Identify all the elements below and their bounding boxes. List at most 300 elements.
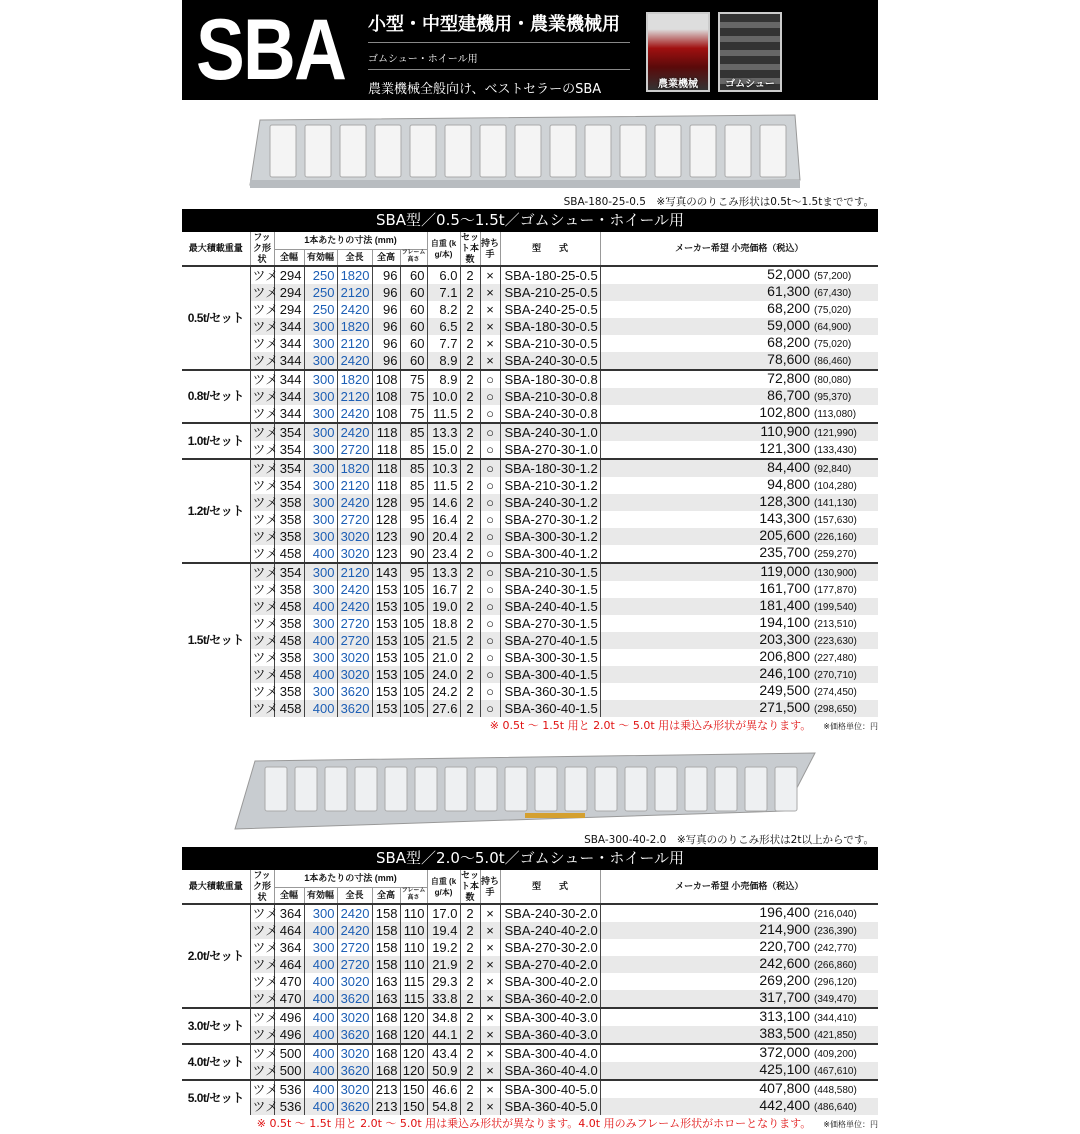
cell-hook: ツメ [250, 1008, 274, 1026]
cell-set: 2 [460, 904, 480, 922]
cell-frame: 150 [400, 1098, 427, 1115]
cell-length: 1820 [337, 318, 372, 335]
cell-frame: 105 [400, 615, 427, 632]
cell-hook: ツメ [250, 528, 274, 545]
cell-weight: 54.8 [427, 1098, 460, 1115]
cell-weight: 8.2 [427, 301, 460, 318]
cell-frame: 95 [400, 511, 427, 528]
cell-model: SBA-180-30-0.8 [500, 370, 600, 388]
cell-handle: ○ [480, 683, 500, 700]
cell-price [600, 352, 878, 370]
cell-eff-width: 300 [304, 683, 337, 700]
cell-model: SBA-210-30-0.8 [500, 388, 600, 405]
cell-length: 1820 [337, 459, 372, 477]
price: 407,800 [759, 1080, 810, 1096]
cell-frame: 85 [400, 459, 427, 477]
price-tax-incl: (75,020) [814, 339, 852, 350]
cell-height: 168 [372, 1026, 400, 1044]
cell-height: 96 [372, 301, 400, 318]
cell-hook: ツメ [250, 1080, 274, 1098]
ramp-slot [375, 125, 401, 177]
cell-height: 123 [372, 528, 400, 545]
price: 59,000 [767, 317, 810, 333]
cell-hook: ツメ [250, 922, 274, 939]
cell-height: 153 [372, 700, 400, 717]
cell-weight: 8.9 [427, 370, 460, 388]
cell-handle: ○ [480, 563, 500, 581]
cell-price [600, 405, 878, 423]
cell-width: 358 [274, 683, 304, 700]
table-row [182, 939, 878, 956]
cell-height: 96 [372, 266, 400, 284]
spec-table-2 [182, 870, 878, 1115]
price: 220,700 [759, 938, 810, 954]
price: 143,300 [759, 510, 810, 526]
cell-weight: 19.4 [427, 922, 460, 939]
cell-hook: ツメ [250, 700, 274, 717]
cell-model: SBA-360-40-5.0 [500, 1098, 600, 1115]
col-length: 全長 [337, 249, 372, 266]
cell-model: SBA-240-40-1.5 [500, 598, 600, 615]
cell-hook: ツメ [250, 598, 274, 615]
cell-length: 2420 [337, 301, 372, 318]
cell-hook: ツメ [250, 335, 274, 352]
cell-handle: × [480, 904, 500, 922]
ramp-slot [715, 767, 737, 811]
price-tax-incl: (216,040) [814, 909, 857, 920]
table-row [182, 545, 878, 563]
price-tax-incl: (274,450) [814, 687, 857, 698]
cell-length: 1820 [337, 370, 372, 388]
cell-handle: × [480, 1062, 500, 1080]
cell-width: 354 [274, 563, 304, 581]
price: 246,100 [759, 665, 810, 681]
cell-handle: ○ [480, 700, 500, 717]
cell-width: 496 [274, 1008, 304, 1026]
cell-frame: 105 [400, 683, 427, 700]
col-length: 全長 [337, 887, 372, 904]
price: 161,700 [759, 580, 810, 596]
ramp-slot [690, 125, 716, 177]
cell-price [600, 266, 878, 284]
cell-frame: 75 [400, 405, 427, 423]
cell-hook: ツメ [250, 939, 274, 956]
ramp-slot [725, 125, 751, 177]
table2-title: SBA型／2.0〜5.0t／ゴムシュー・ホイール用 [182, 847, 878, 870]
cell-width: 294 [274, 301, 304, 318]
col-dims: 1本あたりの寸法 (mm) [274, 870, 427, 887]
cell-frame: 110 [400, 956, 427, 973]
cell-width: 500 [274, 1062, 304, 1080]
col-handle: 持ち手 [480, 870, 500, 904]
table-row [182, 335, 878, 352]
cell-hook: ツメ [250, 423, 274, 441]
cell-hook: ツメ [250, 284, 274, 301]
cell-model: SBA-300-40-4.0 [500, 1044, 600, 1062]
price: 269,200 [759, 972, 810, 988]
cell-hook: ツメ [250, 459, 274, 477]
cell-handle: ○ [480, 370, 500, 388]
cell-frame: 60 [400, 352, 427, 370]
cell-hook: ツメ [250, 266, 274, 284]
cell-handle: ○ [480, 477, 500, 494]
ramp-slot [595, 767, 617, 811]
cell-handle: × [480, 284, 500, 301]
price-tax-incl: (113,080) [814, 409, 857, 420]
cell-set: 2 [460, 301, 480, 318]
cell-length: 2120 [337, 388, 372, 405]
price: 372,000 [759, 1044, 810, 1060]
load-group-label: 0.5t/セット [182, 266, 250, 370]
cell-length: 2420 [337, 904, 372, 922]
cell-hook: ツメ [250, 683, 274, 700]
cell-width: 358 [274, 528, 304, 545]
cell-price [600, 973, 878, 990]
tractor-photo [646, 12, 710, 92]
price-tax-incl: (104,280) [814, 481, 857, 492]
cell-width: 344 [274, 388, 304, 405]
cell-model: SBA-300-40-3.0 [500, 1008, 600, 1026]
cell-handle: ○ [480, 528, 500, 545]
cell-length: 3020 [337, 973, 372, 990]
cell-price [600, 922, 878, 939]
col-frame: フレーム高さ [400, 249, 427, 266]
cell-height: 108 [372, 370, 400, 388]
ramp-photo-2 [225, 741, 825, 833]
cell-height: 153 [372, 598, 400, 615]
col-weight: 自重 (kg/本) [427, 232, 460, 266]
price-tax-incl: (226,160) [814, 532, 857, 543]
cell-handle: ○ [480, 666, 500, 683]
table-row [182, 1008, 878, 1026]
cell-hook: ツメ [250, 1098, 274, 1115]
cell-width: 458 [274, 632, 304, 649]
cell-height: 118 [372, 477, 400, 494]
cell-hook: ツメ [250, 990, 274, 1008]
ramp-slot [505, 767, 527, 811]
cell-length: 2420 [337, 598, 372, 615]
cell-weight: 11.5 [427, 405, 460, 423]
cell-frame: 105 [400, 581, 427, 598]
cell-handle: × [480, 990, 500, 1008]
price-tax-incl: (298,650) [814, 704, 857, 715]
header-title: 小型・中型建機用・農業機械用 [368, 14, 620, 35]
price-tax-incl: (349,470) [814, 994, 857, 1005]
cell-hook: ツメ [250, 1044, 274, 1062]
cell-length: 2420 [337, 581, 372, 598]
cell-frame: 85 [400, 477, 427, 494]
cell-frame: 115 [400, 973, 427, 990]
cell-eff-width: 300 [304, 388, 337, 405]
cell-weight: 34.8 [427, 1008, 460, 1026]
cell-frame: 85 [400, 441, 427, 459]
cell-price [600, 1080, 878, 1098]
cell-hook: ツメ [250, 666, 274, 683]
cell-height: 96 [372, 284, 400, 301]
cell-hook: ツメ [250, 615, 274, 632]
cell-weight: 33.8 [427, 990, 460, 1008]
cell-model: SBA-300-30-1.5 [500, 649, 600, 666]
cell-frame: 60 [400, 284, 427, 301]
cell-height: 143 [372, 563, 400, 581]
price: 52,000 [767, 266, 810, 282]
ramp-slot [585, 125, 611, 177]
cell-model: SBA-360-40-1.5 [500, 700, 600, 717]
price-tax-incl: (242,770) [814, 943, 857, 954]
table-row [182, 1026, 878, 1044]
price: 383,500 [759, 1025, 810, 1041]
cell-frame: 105 [400, 632, 427, 649]
cell-weight: 19.0 [427, 598, 460, 615]
cell-height: 153 [372, 615, 400, 632]
cell-width: 358 [274, 581, 304, 598]
table-row [182, 423, 878, 441]
cell-length: 2720 [337, 632, 372, 649]
cell-hook: ツメ [250, 581, 274, 598]
cell-price [600, 904, 878, 922]
price-tax-incl: (467,610) [814, 1066, 857, 1077]
cell-eff-width: 300 [304, 318, 337, 335]
cell-frame: 60 [400, 335, 427, 352]
cell-set: 2 [460, 318, 480, 335]
price-tax-incl: (121,990) [814, 428, 857, 439]
table-row [182, 459, 878, 477]
price-tax-incl: (92,840) [814, 464, 852, 475]
table-row [182, 477, 878, 494]
cell-model: SBA-240-30-1.5 [500, 581, 600, 598]
cell-eff-width: 250 [304, 266, 337, 284]
cell-set: 2 [460, 423, 480, 441]
cell-width: 358 [274, 615, 304, 632]
ramp-slot [410, 125, 436, 177]
cell-model: SBA-240-25-0.5 [500, 301, 600, 318]
cell-hook: ツメ [250, 511, 274, 528]
cell-weight: 46.6 [427, 1080, 460, 1098]
load-group-label: 1.5t/セット [182, 563, 250, 717]
cell-eff-width: 300 [304, 352, 337, 370]
ramp-slot [655, 767, 677, 811]
cell-eff-width: 400 [304, 1080, 337, 1098]
price-tax-incl: (344,410) [814, 1013, 857, 1024]
table-row [182, 632, 878, 649]
price: 317,700 [759, 989, 810, 1005]
cell-length: 3020 [337, 545, 372, 563]
cell-set: 2 [460, 528, 480, 545]
price: 94,800 [767, 476, 810, 492]
cell-set: 2 [460, 284, 480, 301]
cell-frame: 60 [400, 318, 427, 335]
cell-length: 3620 [337, 700, 372, 717]
load-group-label: 5.0t/セット [182, 1080, 250, 1115]
table-row [182, 1044, 878, 1062]
cell-handle: ○ [480, 598, 500, 615]
cell-frame: 115 [400, 990, 427, 1008]
cell-eff-width: 300 [304, 441, 337, 459]
cell-set: 2 [460, 388, 480, 405]
cell-frame: 60 [400, 301, 427, 318]
ramp-slot [625, 767, 647, 811]
ramp-slot [550, 125, 576, 177]
table-row [182, 1098, 878, 1115]
cell-hook: ツメ [250, 1062, 274, 1080]
cell-eff-width: 300 [304, 494, 337, 511]
table1-title: SBA型／0.5〜1.5t／ゴムシュー・ホイール用 [182, 209, 878, 232]
cell-eff-width: 300 [304, 423, 337, 441]
cell-set: 2 [460, 990, 480, 1008]
catalog-page [182, 0, 878, 1133]
table-row [182, 370, 878, 388]
cell-width: 458 [274, 545, 304, 563]
cell-eff-width: 400 [304, 1044, 337, 1062]
table-row [182, 904, 878, 922]
cell-set: 2 [460, 335, 480, 352]
col-weight: 自重 (kg/本) [427, 870, 460, 904]
cell-hook: ツメ [250, 405, 274, 423]
cell-set: 2 [460, 615, 480, 632]
cell-length: 2720 [337, 615, 372, 632]
cell-frame: 105 [400, 649, 427, 666]
cell-weight: 7.7 [427, 335, 460, 352]
price: 196,400 [759, 904, 810, 920]
price: 181,400 [759, 597, 810, 613]
col-height: 全高 [372, 249, 400, 266]
cell-model: SBA-180-25-0.5 [500, 266, 600, 284]
cell-hook: ツメ [250, 1026, 274, 1044]
cell-length: 2120 [337, 284, 372, 301]
cell-hook: ツメ [250, 904, 274, 922]
divider [368, 42, 630, 43]
cell-price [600, 666, 878, 683]
cell-handle: ○ [480, 649, 500, 666]
cell-model: SBA-360-40-3.0 [500, 1026, 600, 1044]
table-row [182, 700, 878, 717]
cell-handle: × [480, 956, 500, 973]
cell-model: SBA-360-40-2.0 [500, 990, 600, 1008]
table-row [182, 615, 878, 632]
cell-weight: 15.0 [427, 441, 460, 459]
price: 61,300 [767, 283, 810, 299]
cell-height: 118 [372, 423, 400, 441]
cell-weight: 6.5 [427, 318, 460, 335]
price-tax-incl: (57,200) [814, 271, 852, 282]
table-row [182, 683, 878, 700]
table-row [182, 649, 878, 666]
cell-height: 153 [372, 632, 400, 649]
cell-width: 464 [274, 922, 304, 939]
cell-width: 354 [274, 459, 304, 477]
price-tax-incl: (236,390) [814, 926, 857, 937]
cell-height: 128 [372, 511, 400, 528]
cell-frame: 110 [400, 922, 427, 939]
photo-label: ゴムシュー [725, 79, 775, 90]
cell-hook: ツメ [250, 301, 274, 318]
cell-weight: 19.2 [427, 939, 460, 956]
cell-price [600, 1008, 878, 1026]
cell-model: SBA-270-40-1.5 [500, 632, 600, 649]
cell-handle: ○ [480, 615, 500, 632]
photo-caption: SBA-300-40-2.0 ※写真ののりこみ形状は2t以上からです。 [584, 834, 874, 846]
cell-frame: 105 [400, 598, 427, 615]
ramp-slot [415, 767, 437, 811]
cell-frame: 90 [400, 528, 427, 545]
cell-model: SBA-360-30-1.5 [500, 683, 600, 700]
cell-length: 3620 [337, 990, 372, 1008]
cell-height: 168 [372, 1062, 400, 1080]
price: 119,000 [760, 563, 810, 579]
cell-width: 536 [274, 1098, 304, 1115]
cell-height: 213 [372, 1080, 400, 1098]
cell-height: 153 [372, 649, 400, 666]
cell-hook: ツメ [250, 494, 274, 511]
cell-weight: 13.3 [427, 563, 460, 581]
ramp-slot [535, 767, 557, 811]
cell-set: 2 [460, 1098, 480, 1115]
cell-width: 536 [274, 1080, 304, 1098]
price-tax-incl: (227,480) [814, 653, 857, 664]
cell-model: SBA-270-30-2.0 [500, 939, 600, 956]
cell-handle: × [480, 1098, 500, 1115]
cell-height: 128 [372, 494, 400, 511]
load-group-label: 3.0t/セット [182, 1008, 250, 1044]
cell-weight: 13.3 [427, 423, 460, 441]
cell-width: 294 [274, 266, 304, 284]
cell-handle: ○ [480, 581, 500, 598]
cell-weight: 17.0 [427, 904, 460, 922]
cell-price [600, 1026, 878, 1044]
cell-handle: × [480, 301, 500, 318]
cell-weight: 11.5 [427, 477, 460, 494]
cell-length: 2420 [337, 352, 372, 370]
cell-height: 158 [372, 922, 400, 939]
ramp-slot [480, 125, 506, 177]
cell-frame: 120 [400, 1026, 427, 1044]
col-handle: 持ち手 [480, 232, 500, 266]
cell-handle: ○ [480, 494, 500, 511]
price: 194,100 [759, 614, 810, 630]
cell-eff-width: 400 [304, 990, 337, 1008]
cell-frame: 85 [400, 423, 427, 441]
cell-price [600, 441, 878, 459]
cell-price [600, 990, 878, 1008]
cell-price [600, 388, 878, 405]
table-row [182, 352, 878, 370]
cell-width: 464 [274, 956, 304, 973]
cell-set: 2 [460, 266, 480, 284]
cell-set: 2 [460, 370, 480, 388]
cell-width: 358 [274, 494, 304, 511]
ramp-slot [295, 767, 317, 811]
cell-height: 153 [372, 683, 400, 700]
price: 86,700 [767, 387, 810, 403]
cell-width: 458 [274, 700, 304, 717]
price-unit: ※価格単位：円 [823, 722, 878, 731]
table-row [182, 301, 878, 318]
cell-price [600, 563, 878, 581]
cell-price [600, 939, 878, 956]
cell-price [600, 477, 878, 494]
table-row [182, 388, 878, 405]
cell-length: 3620 [337, 1098, 372, 1115]
cell-hook: ツメ [250, 370, 274, 388]
cell-model: SBA-240-30-0.8 [500, 405, 600, 423]
cell-price [600, 301, 878, 318]
col-model: 型 式 [500, 870, 600, 904]
cell-length: 2720 [337, 511, 372, 528]
cell-frame: 110 [400, 939, 427, 956]
cell-length: 2420 [337, 423, 372, 441]
cell-width: 344 [274, 335, 304, 352]
cell-height: 123 [372, 545, 400, 563]
